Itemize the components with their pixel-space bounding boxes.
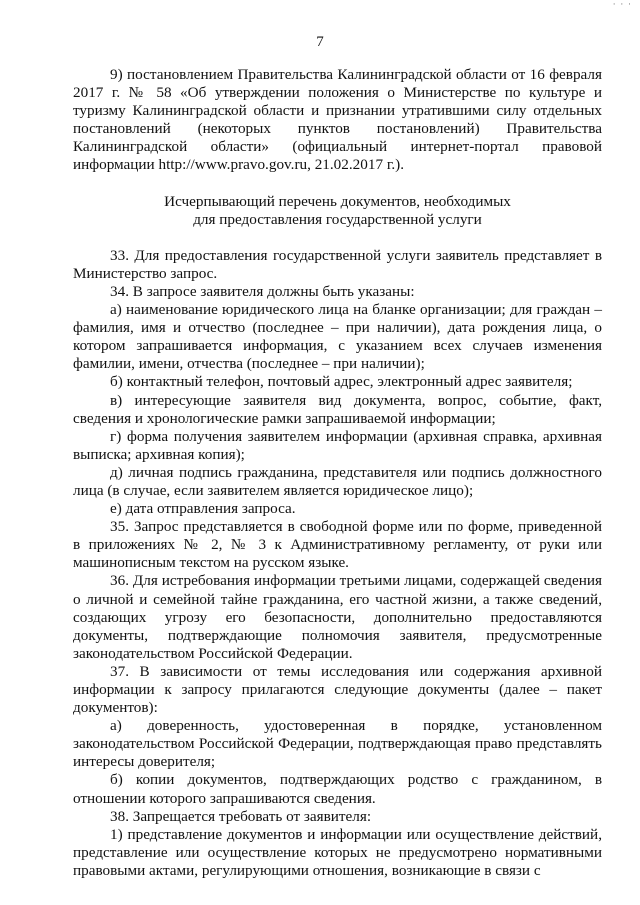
section-heading-line-1: Исчерпывающий перечень документов, необходимых [164,192,511,210]
paragraph-34-a: а) наименование юридического лица на бланке организации; для граждан – фамилия, имя и отчество (последнее – при наличии), дата рождения лица, о котором запрашивается информация, с указанием всех случаев изменения фамилии, имени, отчества (последнее – при наличии); [73,301,602,373]
document-body [73,66,602,880]
paragraph-34-b: б) контактный телефон, почтовый адрес, электронный адрес заявителя; [110,373,573,391]
paragraph-34-d: д) личная подпись гражданина, представителя или подпись должностного лица (в случае, если заявителем является юридическое лицо); [73,463,602,499]
intro-paragraph: 9) постановлением Правительства Калининградской области от 16 февраля 2017 г. № 58 «Об утверждении положения о Министерстве по культуре и туризму Калининградской области и признании утратившими силу отдельных постановлений (некоторых пунктов постановлений) Правительства Калининградской области» (официальный интернет-портал правовой информации http://www.pravo.gov.ru, 21.02.2017 г.). [73,66,602,174]
paragraph-37-a: а) доверенность, удостоверенная в порядке, установленном законодательством Российской Федерации, подтверждающая право представлять интересы доверителя; [73,717,602,771]
paragraph-33: 33. Для предоставления государственной услуги заявитель представляет в Министерство запрос. [73,246,602,282]
paragraph-36: 36. Для истребования информации третьими лицами, содержащей сведения о личной и семейной тайне гражданина, его частной жизни, а также сведений, создающих угрозу его безопасности, дополнительно предоставляются документы, подтверждающие полномочия заявителя, предусмотренные законодательством Российской Федерации. [73,572,602,662]
paragraph-34-g: г) форма получения заявителем информации (архивная справка, архивная выписка; архивная копия); [73,427,602,463]
paragraph-34: 34. В запросе заявителя должны быть указаны: [110,282,415,300]
section-heading-line-2: для предоставления государственной услуги [193,210,482,228]
paragraph-37: 37. В зависимости от темы исследования или содержания архивной информации к запросу прилагаются следующие документы (далее – пакет документов): [73,662,602,717]
scan-corner-mark: · · · [612,0,632,10]
paragraph-38: 38. Запрещается требовать от заявителя: [110,807,372,825]
paragraph-37-b: б) копии документов, подтверждающих родство с гражданином, в отношении которого запрашиваются сведения. [73,771,602,807]
paragraph-34-e: е) дата отправления запроса. [110,500,296,518]
paragraph-34-v: в) интересующие заявителя вид документа, вопрос, событие, факт, сведения и хронологические рамки запрашиваемой информации; [73,391,602,427]
page-number: 7 [316,34,324,50]
section-heading [73,193,602,229]
paragraph-35: 35. Запрос представляется в свободной форме или по форме, приведенной в приложениях № 2, № 3 к Административному регламенту, от руки или машинописным текстом на русском языке. [73,518,602,572]
paragraph-38-1: 1) представление документов и информации или осуществление действий, представление или осуществление которых не предусмотрено нормативными правовыми актами, регулирующими отношения, возникающие в связи с [73,825,602,879]
